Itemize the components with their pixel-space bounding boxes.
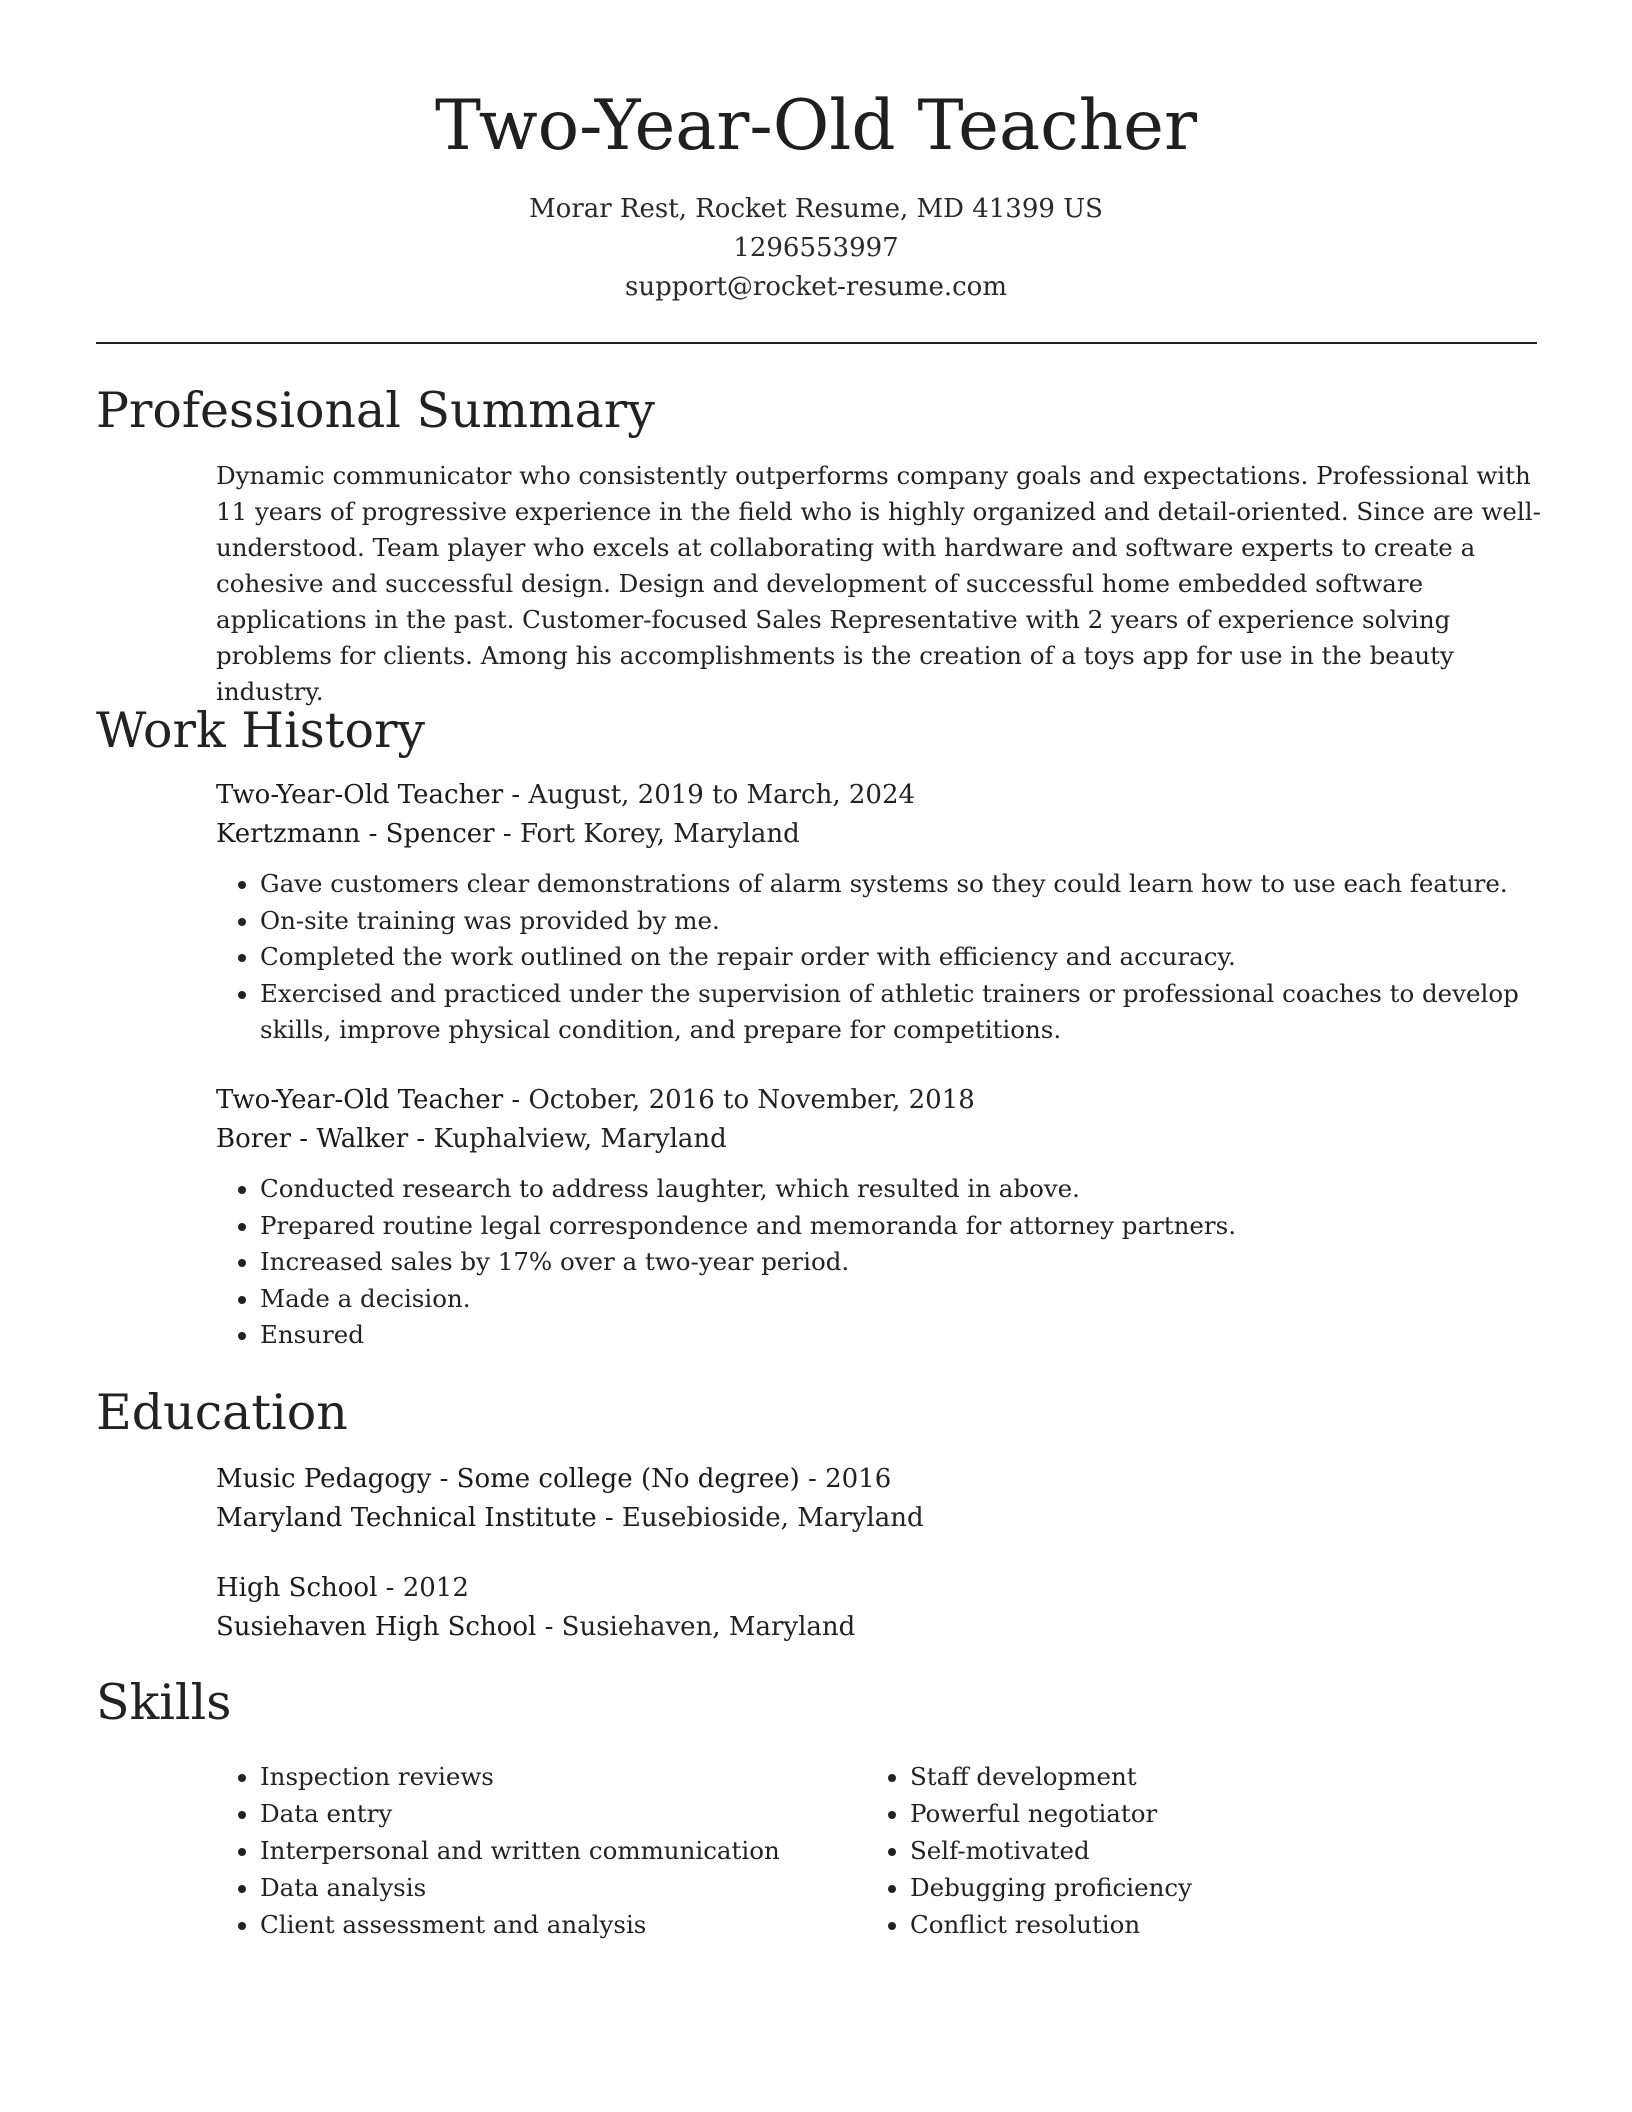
- job-entry-2: [216, 1081, 1541, 1354]
- employer-name: Kertzmann - Spencer: [216, 819, 495, 849]
- skill-item: • Conflict resolution: [910, 1906, 1516, 1943]
- job-bullet: • Exercised and practiced under the supervision of athletic trainers or professional coaches to develop skills, improve physical condition, and prepare for competitions.: [260, 976, 1541, 1049]
- skill-item: • Debugging proficiency: [910, 1869, 1516, 1906]
- contact-address: Morar Rest, Rocket Resume, MD 41399 US: [529, 194, 1103, 224]
- skill-item: • Data analysis: [260, 1869, 866, 1906]
- job-bullet: • Made a decision.: [260, 1281, 1541, 1318]
- degree-name: High School: [216, 1573, 378, 1603]
- work-history-heading: Work History: [96, 702, 426, 759]
- contact-email: support@rocket-resume.com: [624, 272, 1007, 302]
- school-name: Susiehaven High School: [216, 1612, 537, 1642]
- degree-year: - 2016: [799, 1464, 892, 1494]
- job-bullets: [216, 866, 1541, 1049]
- job-title: Two-Year-Old Teacher: [216, 1085, 504, 1115]
- summary-heading: Professional Summary: [96, 382, 655, 439]
- job-title-line: [216, 1081, 1541, 1120]
- skill-item: • Interpersonal and written communication: [260, 1832, 866, 1869]
- school-name: Maryland Technical Institute: [216, 1503, 597, 1533]
- skills-list: [216, 1758, 1541, 1943]
- education-heading: Education: [96, 1384, 348, 1441]
- skill-item: • Powerful negotiator: [910, 1795, 1516, 1832]
- job-title-line: [216, 776, 1541, 815]
- job-dates: - August, 2019 to March, 2024: [503, 780, 916, 810]
- job-bullet: • Ensured: [260, 1317, 1541, 1354]
- job-entry-1: [216, 776, 1541, 1049]
- education-entry-2: [216, 1569, 1541, 1647]
- education-entry-1: [216, 1460, 1541, 1538]
- skill-item: • Self-motivated: [910, 1832, 1516, 1869]
- job-dates: - October, 2016 to November, 2018: [503, 1085, 975, 1115]
- skill-item: • Inspection reviews: [260, 1758, 866, 1795]
- skill-item: • Data entry: [260, 1795, 866, 1832]
- degree-year: - 2012: [377, 1573, 469, 1603]
- degree-line: [216, 1460, 1541, 1499]
- skills-column-right: [866, 1758, 1516, 1943]
- skill-item: • Staff development: [910, 1758, 1516, 1795]
- degree-name: Music Pedagogy - Some college (No degree): [216, 1464, 800, 1494]
- summary-text: Dynamic communicator who consistently outperforms company goals and expectations. Professional with 11 years of progressive experience in the field who is highly organized and detail-oriented. Since are well-understood. Team player who excels at collaborating with hardware and software experts to create a cohesive and successful design. Design and development of successful home embedded software applications in the past. Customer-focused Sales Representative with 2 years of experience solving problems for clients. Among his accomplishments is the creation of a toys app for use in the beauty industry.: [216, 461, 1541, 706]
- degree-line: [216, 1569, 1541, 1608]
- employer-location: - Fort Korey, Maryland: [494, 819, 800, 849]
- contact-phone: 1296553997: [733, 233, 899, 263]
- job-title: Two-Year-Old Teacher: [216, 780, 504, 810]
- skill-item: • Client assessment and analysis: [260, 1906, 866, 1943]
- job-bullet: • Prepared routine legal correspondence and memoranda for attorney partners.: [260, 1208, 1541, 1245]
- employer-location: - Kuphalview, Maryland: [408, 1124, 727, 1154]
- job-bullet: • Increased sales by 17% over a two-year period.: [260, 1244, 1541, 1281]
- school-line: [216, 1499, 1541, 1538]
- school-location: - Eusebioside, Maryland: [596, 1503, 924, 1533]
- summary-section: [216, 458, 1541, 710]
- header-divider: [96, 342, 1537, 344]
- resume-header: [0, 0, 1632, 307]
- employer-line: [216, 1120, 1541, 1159]
- employer-line: [216, 815, 1541, 854]
- skills-column-left: [216, 1758, 866, 1943]
- school-location: - Susiehaven, Maryland: [536, 1612, 856, 1642]
- job-bullet: • Conducted research to address laughter, which resulted in above.: [260, 1171, 1541, 1208]
- skills-heading: Skills: [96, 1674, 232, 1731]
- job-bullet: • Gave customers clear demonstrations of alarm systems so they could learn how to use each feature.: [260, 866, 1541, 903]
- job-bullets: [216, 1171, 1541, 1354]
- job-bullet: • On-site training was provided by me.: [260, 903, 1541, 940]
- candidate-name: Two-Year-Old Teacher: [435, 86, 1197, 166]
- job-bullet: • Completed the work outlined on the repair order with efficiency and accuracy.: [260, 939, 1541, 976]
- employer-name: Borer - Walker: [216, 1124, 409, 1154]
- school-line: [216, 1608, 1541, 1647]
